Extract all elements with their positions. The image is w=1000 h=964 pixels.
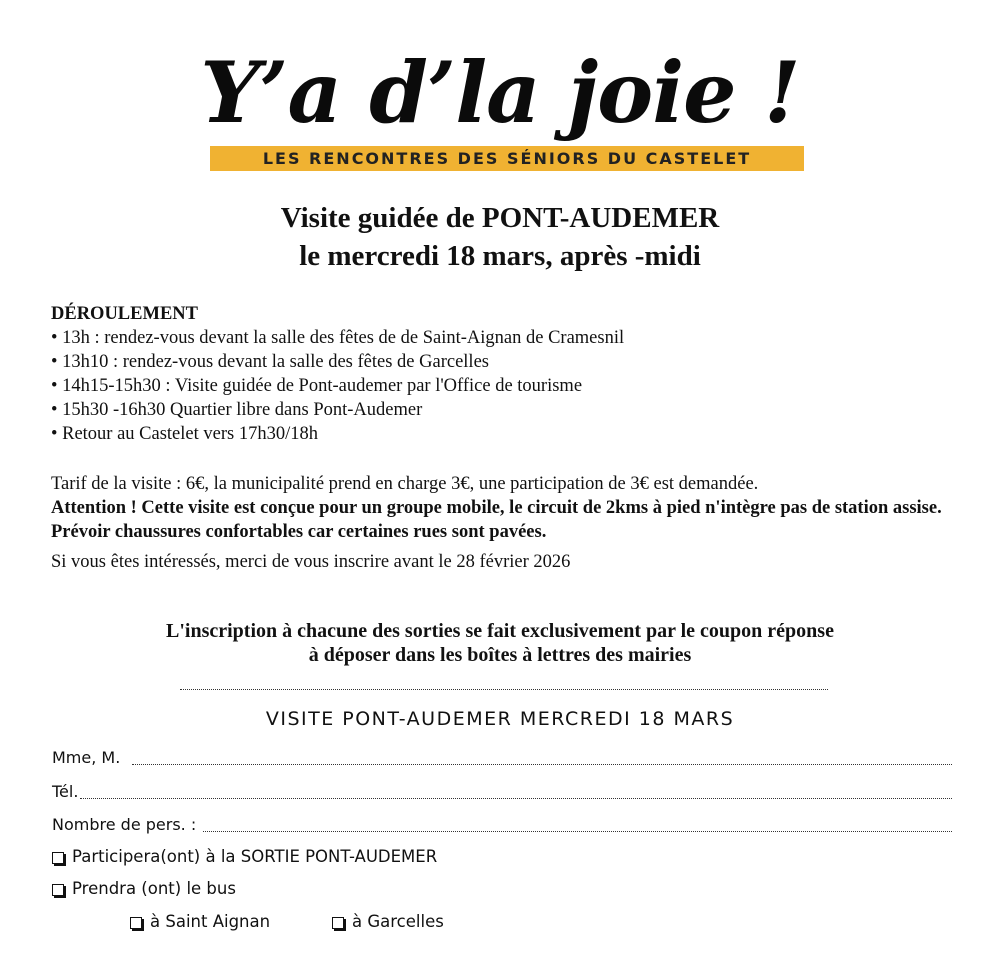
name-label: Mme, M.	[52, 748, 131, 767]
phone-input-line[interactable]	[80, 780, 952, 799]
checkbox-icon[interactable]	[130, 917, 142, 929]
program-section	[51, 302, 971, 446]
info-section	[51, 472, 971, 574]
persons-input-line[interactable]	[203, 813, 952, 832]
warning-text: Attention ! Cette visite est conçue pour un groupe mobile, le circuit de 2kms à pied n'intègre pas de station assise. Prévoir chaussures confortables car certaines rues sont pavées.	[51, 498, 942, 542]
bus-saint-aignan-checkbox[interactable]	[130, 910, 270, 934]
price-text: Tarif de la visite : 6€, la municipalité prend en charge 3€, une participation de 3€ est demandée.	[51, 474, 759, 494]
checkbox-icon[interactable]	[52, 884, 64, 896]
name-input-line[interactable]	[132, 746, 952, 765]
bus-checkbox[interactable]	[52, 877, 236, 901]
name-field[interactable]	[52, 746, 952, 770]
bus-garcelles-label: à Garcelles	[352, 912, 444, 931]
registration-note-line: à déposer dans les boîtes à lettres des mairies	[308, 644, 692, 666]
participate-checkbox[interactable]	[52, 845, 437, 869]
main-title: Y’a d’la joie !	[200, 43, 800, 142]
subtitle-banner: LES RENCONTRES DES SÉNIORS DU CASTELET	[210, 146, 804, 171]
event-heading	[0, 199, 1000, 275]
program-heading: DÉROULEMENT	[51, 304, 198, 324]
event-date: le mercredi 18 mars, après -midi	[299, 240, 701, 272]
event-title: Visite guidée de PONT-AUDEMER	[280, 202, 720, 234]
coupon-title: VISITE PONT-AUDEMER MERCREDI 18 MARS	[265, 708, 735, 730]
checkbox-icon[interactable]	[52, 852, 64, 864]
program-item: • 13h10 : rendez-vous devant la salle des fêtes de Garcelles	[51, 352, 489, 372]
program-list	[51, 326, 971, 446]
program-item: • 14h15-15h30 : Visite guidée de Pont-audemer par l'Office de tourisme	[51, 376, 583, 396]
persons-field[interactable]	[52, 813, 952, 837]
program-item: • Retour au Castelet vers 17h30/18h	[51, 424, 318, 444]
phone-label: Tél.	[52, 782, 79, 801]
persons-label: Nombre de pers. :	[52, 815, 202, 834]
phone-field[interactable]	[52, 780, 952, 804]
bus-label: Prendra (ont) le bus	[72, 879, 236, 898]
bus-saint-aignan-label: à Saint Aignan	[150, 912, 271, 931]
bus-garcelles-checkbox[interactable]	[332, 910, 444, 934]
registration-note-line: L'inscription à chacune des sorties se fait exclusivement par le coupon réponse	[166, 620, 834, 642]
registration-note	[0, 619, 1000, 667]
participate-label: Participera(ont) à la SORTIE PONT-AUDEMER	[72, 847, 438, 866]
checkbox-icon[interactable]	[332, 917, 344, 929]
cut-line	[180, 689, 828, 690]
program-item: • 13h : rendez-vous devant la salle des fêtes de de Saint-Aignan de Cramesnil	[51, 328, 625, 348]
program-item: • 15h30 -16h30 Quartier libre dans Pont-Audemer	[51, 400, 423, 420]
signup-deadline: Si vous êtes intéressés, merci de vous inscrire avant le 28 février 2026	[51, 552, 571, 572]
